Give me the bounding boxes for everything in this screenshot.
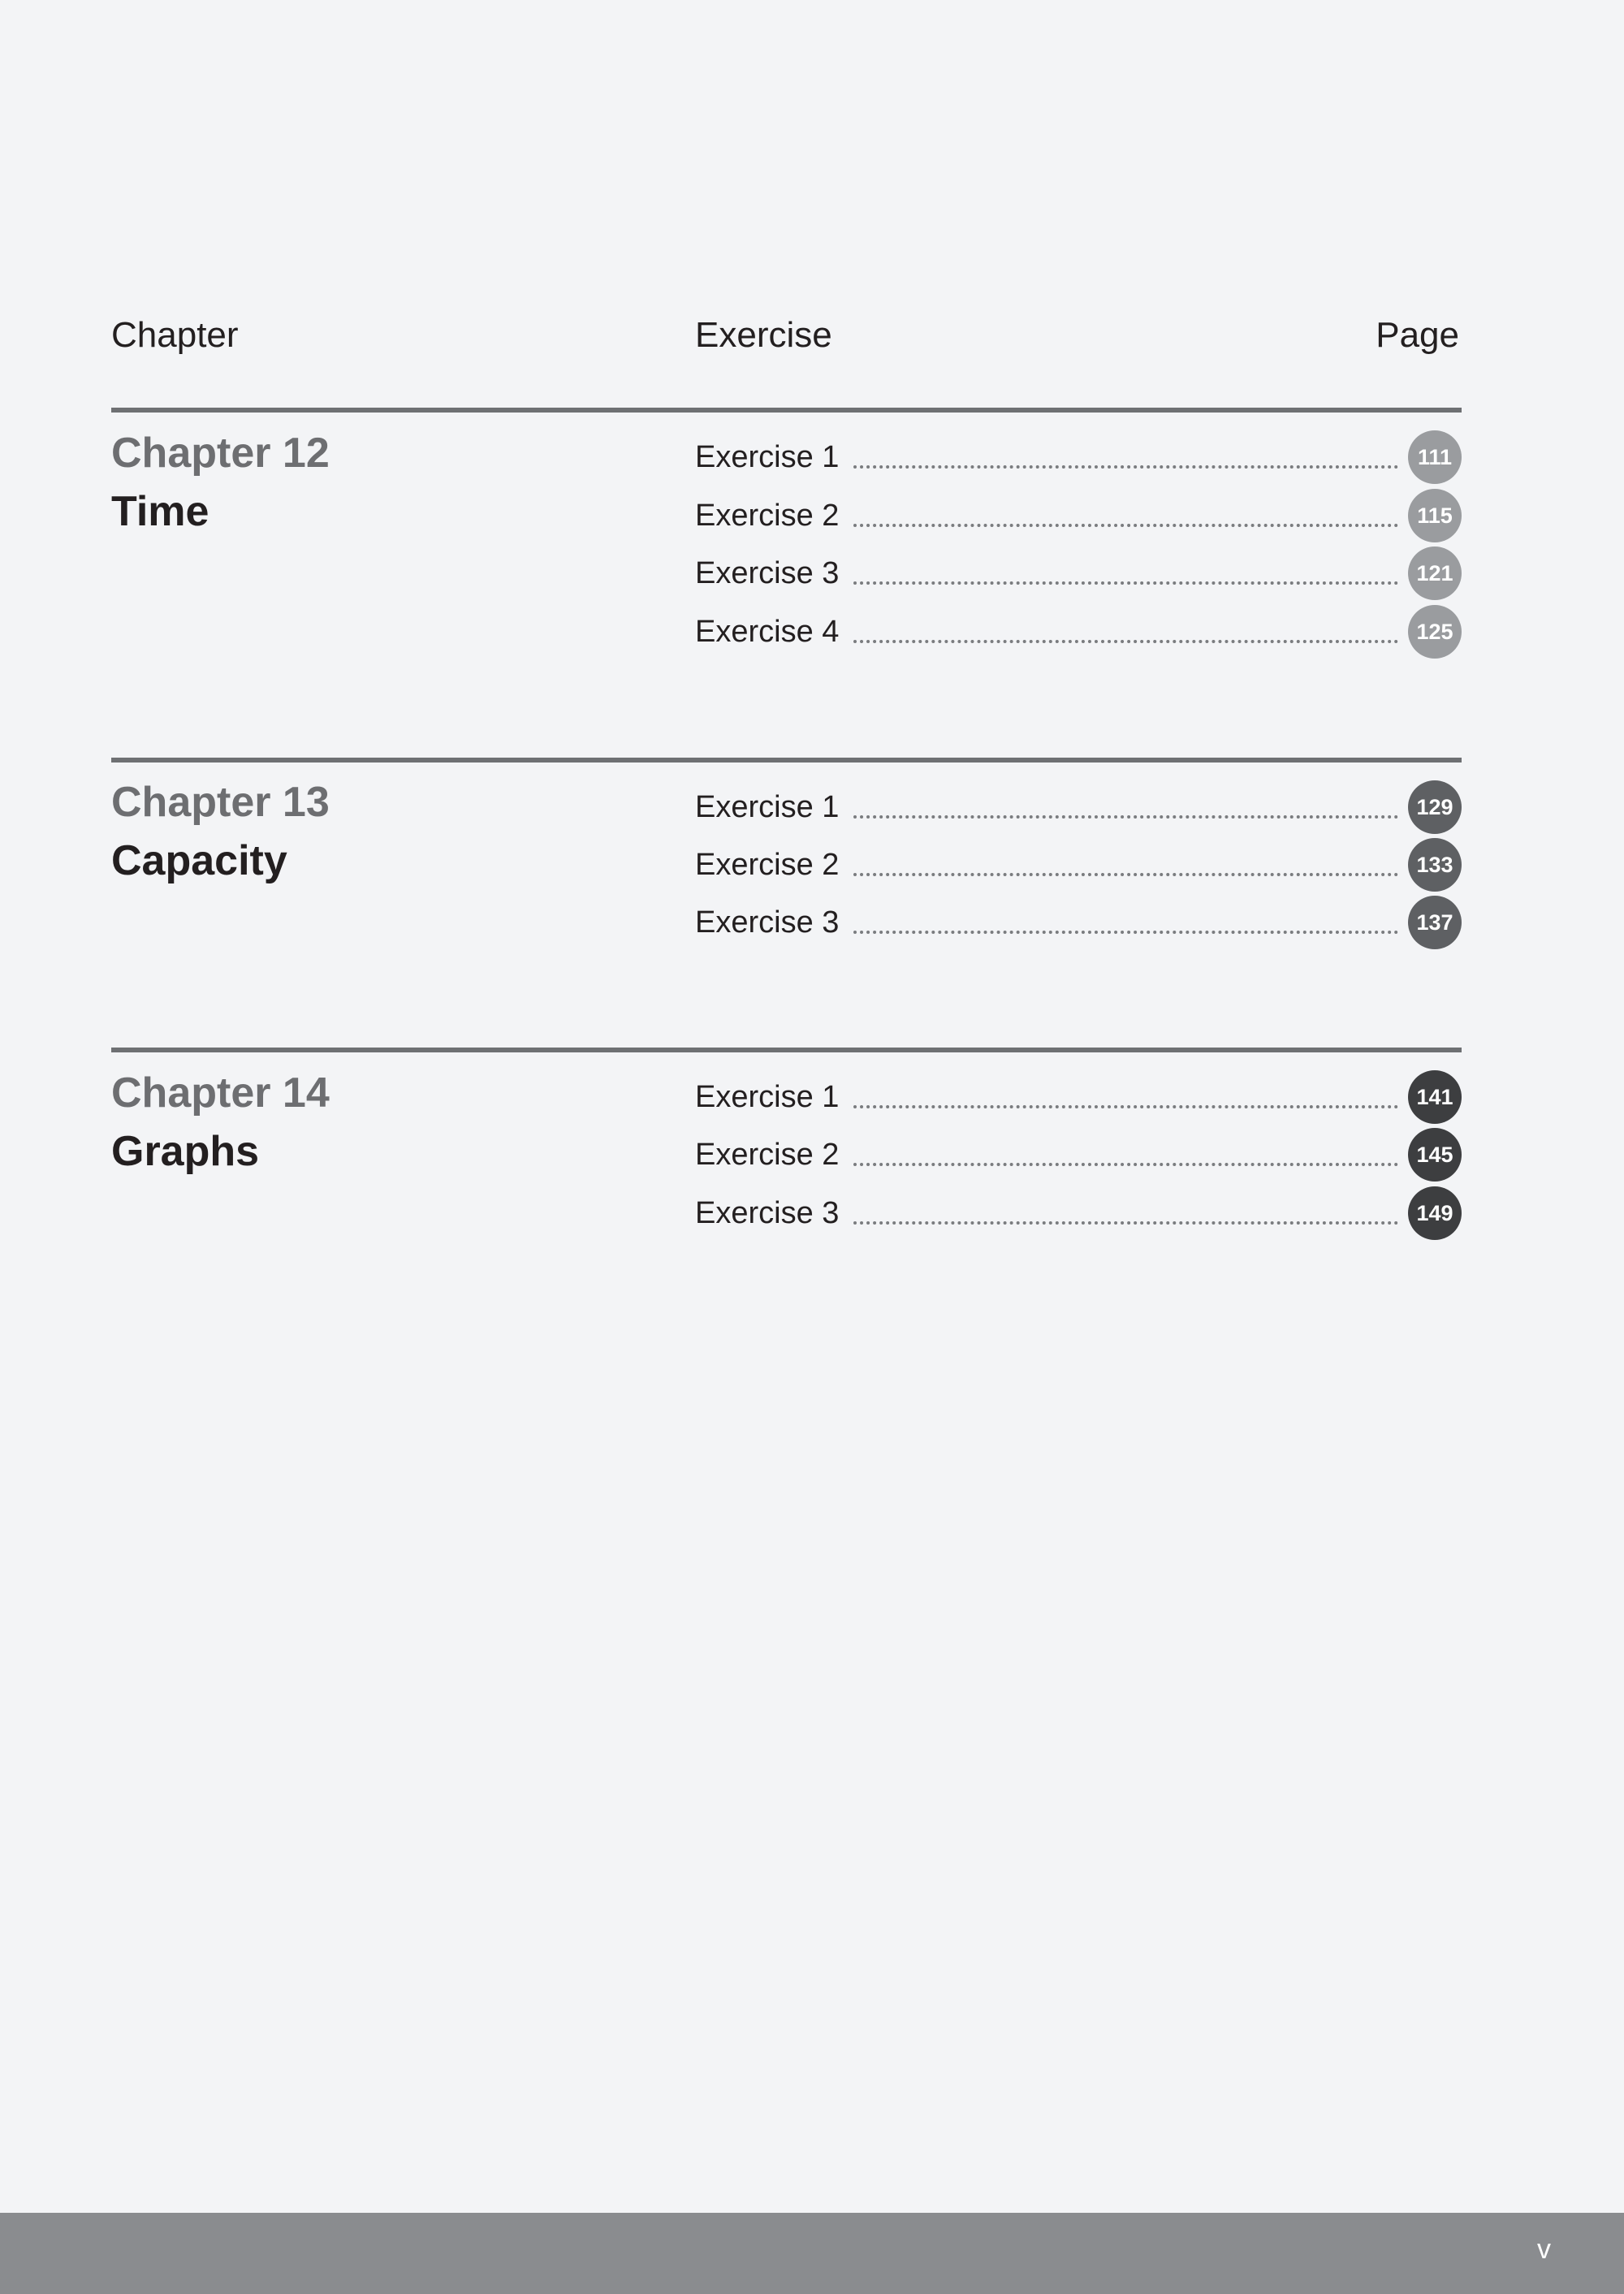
column-header-chapter: Chapter <box>111 315 239 355</box>
chapter-title: Graphs <box>111 1128 260 1175</box>
chapter-heading <box>111 1064 330 1181</box>
page-number-badge: 129 <box>1408 780 1462 834</box>
exercise-label: Exercise 4 <box>695 614 840 649</box>
page-number-badge: 133 <box>1408 838 1462 892</box>
dot-leader <box>853 524 1398 527</box>
exercise-label: Exercise 1 <box>695 789 840 824</box>
page-number-badge: 121 <box>1408 546 1462 600</box>
toc-entry[interactable] <box>695 544 1462 603</box>
page-number: v <box>1537 2234 1551 2265</box>
column-header-page: Page <box>1376 315 1459 355</box>
page-footer <box>0 2213 1624 2294</box>
dot-leader <box>853 1221 1398 1225</box>
toc-entry[interactable] <box>695 1125 1462 1184</box>
toc-entry[interactable] <box>695 893 1462 952</box>
toc-entry[interactable] <box>695 603 1462 661</box>
exercise-label: Exercise 3 <box>695 905 840 940</box>
dot-leader <box>853 465 1398 469</box>
toc-entry[interactable] <box>695 1184 1462 1242</box>
dot-leader <box>853 581 1398 585</box>
exercise-label: Exercise 1 <box>695 439 840 474</box>
exercise-label: Exercise 1 <box>695 1079 840 1114</box>
toc-entry[interactable] <box>695 778 1462 836</box>
page-number-badge: 137 <box>1408 896 1462 949</box>
dot-leader <box>853 931 1398 934</box>
toc-entry[interactable] <box>695 1068 1462 1126</box>
chapter-number: Chapter 12 <box>111 430 330 477</box>
exercise-label: Exercise 2 <box>695 498 840 533</box>
toc-entry[interactable] <box>695 836 1462 894</box>
exercise-label: Exercise 2 <box>695 847 840 882</box>
dot-leader <box>853 815 1398 819</box>
dot-leader <box>853 1105 1398 1108</box>
exercise-label: Exercise 3 <box>695 555 840 590</box>
exercise-label: Exercise 3 <box>695 1195 840 1230</box>
page-number-badge: 111 <box>1408 430 1462 484</box>
chapter-heading <box>111 773 330 890</box>
chapter-number: Chapter 14 <box>111 1069 330 1117</box>
column-header-exercise: Exercise <box>695 315 832 355</box>
section-divider <box>111 758 1462 763</box>
toc-entry[interactable] <box>695 486 1462 545</box>
page-number-badge: 149 <box>1408 1186 1462 1240</box>
section-divider <box>111 408 1462 413</box>
chapter-title: Time <box>111 488 209 535</box>
section-divider <box>111 1048 1462 1052</box>
dot-leader <box>853 1163 1398 1166</box>
dot-leader <box>853 873 1398 876</box>
page-number-badge: 115 <box>1408 489 1462 542</box>
toc-entry[interactable] <box>695 428 1462 486</box>
chapter-heading <box>111 424 330 541</box>
dot-leader <box>853 640 1398 643</box>
exercise-label: Exercise 2 <box>695 1137 840 1172</box>
chapter-title: Capacity <box>111 837 287 884</box>
page-number-badge: 145 <box>1408 1128 1462 1182</box>
chapter-number: Chapter 13 <box>111 779 330 826</box>
page-number-badge: 125 <box>1408 605 1462 659</box>
page-number-badge: 141 <box>1408 1070 1462 1124</box>
